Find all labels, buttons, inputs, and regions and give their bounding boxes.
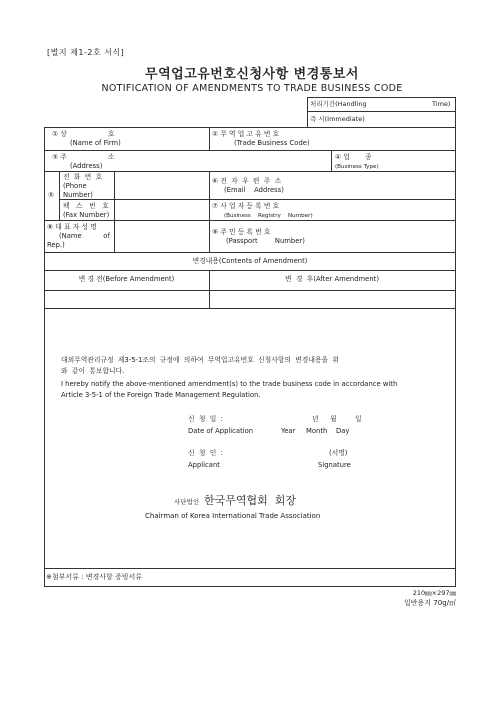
business-registry-label-en: (Business Registry Number)	[224, 213, 313, 219]
representative-label-en-2: Rep.)	[47, 241, 65, 249]
date-month-label-en: Month	[306, 427, 328, 435]
date-day-unit: 일	[355, 415, 362, 423]
phone-label-en-2: Number)	[63, 191, 93, 199]
recipient-name-en: Chairman of Korea International Trade Association	[145, 512, 321, 520]
fax-label: 팩 스 번 호	[63, 202, 109, 210]
item-5-marker: ⑤	[48, 191, 55, 199]
applicant-label: 신 청 인 :	[188, 449, 223, 457]
date-year-label-en: Year	[281, 427, 296, 435]
email-label: ⑥ 전 자 우 편 주 소	[212, 177, 282, 185]
after-amendment-header: 변 경 후(After Amendment)	[285, 275, 379, 283]
business-registry-label: ⑦ 사 업 자 등 록 번 호	[212, 202, 280, 210]
application-date-label-en: Date of Application	[188, 427, 254, 435]
page-title: 무역업고유번호신청사항 변경통보서	[145, 67, 359, 82]
declaration-ko-line-2: 와 같이 통보합니다.	[61, 367, 125, 375]
firm-name-label-en: (Name of Firm)	[70, 139, 121, 147]
declaration-en-line-1: I hereby notify the above-mentioned amendment(s) to the trade business code in accordance with	[61, 380, 398, 388]
date-month-unit: 월	[330, 415, 337, 423]
business-type-label: ④ 업 종	[335, 153, 372, 161]
passport-label: ⑨ 주 민 등 록 번 호	[212, 228, 271, 236]
applicant-label-en: Applicant	[188, 461, 220, 469]
amendment-header: 변경내용(Contents of Amendment)	[192, 257, 308, 265]
recipient-name: 한국무역협회 회장	[204, 494, 297, 507]
handling-value: 즉 시(Immediate)	[310, 115, 365, 123]
declaration-en-line-2: Article 3-5-1 of the Foreign Trade Management Regulation.	[61, 391, 261, 399]
trade-code-label-en: (Trade Business Code)	[234, 139, 310, 147]
representative-label-en-1: (Name of	[59, 232, 110, 240]
phone-label-en-1: (Phone	[63, 182, 87, 190]
recipient-prefix: 사단법인	[174, 498, 200, 506]
after-amendment-field[interactable]	[211, 292, 453, 306]
date-day-label-en: Day	[336, 427, 350, 435]
before-amendment-header: 변 경 전(Before Amendment)	[78, 275, 175, 283]
application-date-label: 신 청 일 :	[188, 415, 223, 423]
form-number: [별지 제1-2호 서식]	[47, 48, 125, 57]
before-amendment-field[interactable]	[46, 292, 207, 306]
page-subtitle: NOTIFICATION OF AMENDMENTS TO TRADE BUSINESS CODE	[101, 83, 403, 94]
fax-label-en: (Fax Number)	[63, 211, 110, 219]
form-table	[44, 97, 456, 587]
declaration-ko-line-1: 대외무역관리규정 제3-5-1조의 규정에 의하여 무역업고유번호 신청사항의 변경내용을 위	[61, 356, 339, 364]
address-label-en: (Address)	[70, 162, 103, 170]
passport-label-en: (Passport Number)	[226, 237, 305, 245]
email-label-en: (Email Address)	[224, 186, 284, 194]
address-label: ③ 주 소	[52, 153, 115, 161]
phone-label: 전 화 번 호	[63, 173, 103, 181]
paper-type: 일반용지 70g/㎡	[404, 599, 456, 607]
handling-label: 처리기간(Handling	[310, 100, 367, 108]
firm-name-label: ① 상 호	[52, 130, 115, 138]
handling-suffix: Time)	[432, 100, 451, 108]
business-type-label-en: (Business Type)	[335, 164, 379, 170]
paper-size: 210㎜×297㎜	[412, 589, 456, 597]
applicant-signature-ko: (서명)	[329, 449, 348, 457]
applicant-signature-en: Signature	[318, 461, 351, 469]
date-year-unit: 년	[312, 415, 319, 423]
trade-code-label: ② 무 역 업 고 유 번 호	[212, 130, 280, 138]
representative-label: ⑧ 대 표 자 성 명	[47, 223, 97, 231]
attachment-note: ※첨부서류 : 변경사항 증빙서류	[46, 573, 143, 581]
